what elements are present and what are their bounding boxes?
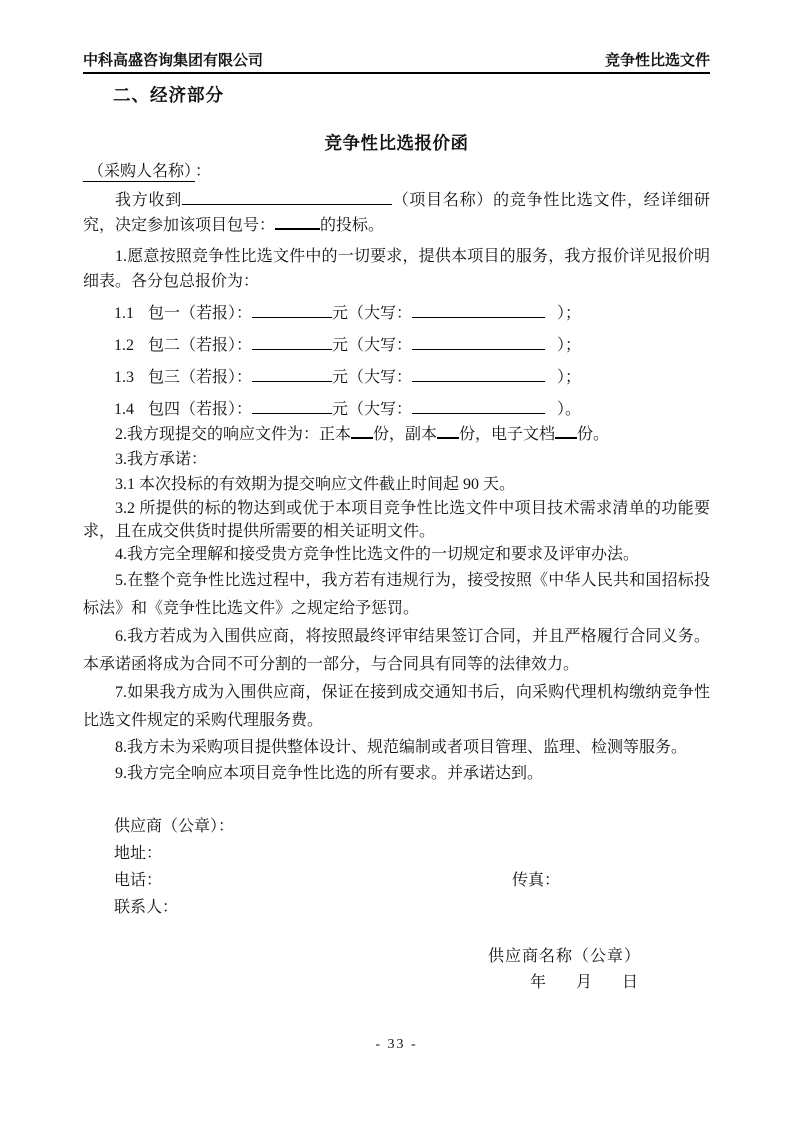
fax-label: 传真： [512,872,561,889]
package-row-label: 包一（若报）： [148,305,253,322]
package-price-row-1 [114,301,710,326]
project-name-blank [182,190,392,205]
price-words-blank [412,303,545,318]
contact-line: 联系人： [114,899,179,916]
package-row-label: 包二（若报）： [148,337,253,354]
item-3-2: 3.2 所提供的标的物达到或优于本项目竞争性比选文件中项目技术需求清单的功能要求，且在成交供货时提供所需要的相关证明文件。 [83,500,710,540]
item-2-mid1: 份，副本 [373,426,438,443]
package-row-label: 包四（若报）： [148,401,253,418]
supplier-name-seal-line: 供应商名称（公章） [488,948,642,965]
item-2 [83,422,710,447]
package-row-label: 包三（若报）： [148,369,253,386]
duplicate-copies-blank [437,424,459,439]
package-price-row-4 [114,397,710,422]
address-line: 地址： [114,845,163,862]
signature-block [83,813,710,921]
package-row-number: 1.3 [114,369,134,386]
intro-tail: 的投标。 [320,217,385,234]
price-words-blank [412,399,545,414]
package-number-blank [275,215,320,230]
package-row-mid: 元（大写： [332,305,413,322]
item-8: 8.我方未为采购项目提供整体设计、规范编制或者项目管理、监理、检测等服务。 [115,739,688,756]
supplier-seal-line: 供应商（公章）： [114,818,235,835]
item-2-mid2: 份，电子文档 [459,426,556,443]
phone-label: 电话： [114,872,163,889]
item-1: 1.愿意按照竞争性比选文件中的一切要求，提供本项目的服务，我方报价详见报价明细表。各分包总报价为： [83,248,710,290]
item-2-lead: 2.我方现提交的响应文件为：正本 [115,426,352,443]
item-5: 5.在整个竞争性比选过程中，我方若有违规行为，接受按照《中华人民共和国招标投标法》和《竞争性比选文件》之规定给予惩罚。 [83,572,710,617]
item-3-1: 3.1 本次投标的有效期为提交响应文件截止时间起 90 天。 [115,476,516,493]
letter-body [83,160,710,996]
section-heading: 二、经济部分 [113,85,224,105]
page-number: - 33 - [375,1037,418,1052]
package-row-number: 1.2 [114,337,134,354]
package-row-number: 1.4 [114,401,134,418]
price-words-blank [412,367,545,382]
header-doc-type: 竞争性比选文件 [604,52,710,69]
package-price-row-2 [114,333,710,358]
item-4: 4.我方完全理解和接受贵方竞争性比选文件的一切规定和要求及评审办法。 [115,546,640,563]
date-line [530,969,710,996]
date-day-label: 日 [622,974,639,991]
intro-lead: 我方收到 [115,192,182,209]
date-month-label: 月 [576,974,593,991]
addressee-colon: ： [195,163,212,180]
package-price-row-3 [114,365,710,390]
price-amount-blank [252,303,332,318]
package-row-mid: 元（大写： [332,369,413,386]
package-row-tail: ）； [557,305,582,322]
addressee-line [83,160,710,184]
package-row-tail: ）。 [557,401,582,418]
item-3: 3.我方承诺： [115,451,208,468]
price-amount-blank [252,399,332,414]
price-amount-blank [252,335,332,350]
package-row-mid: 元（大写： [332,337,413,354]
price-words-blank [412,335,545,350]
price-amount-blank [252,367,332,382]
item-9: 9.我方完全响应本项目竞争性比选的所有要求。并承诺达到。 [115,765,544,782]
letter-title: 竞争性比选报价函 [324,133,469,153]
original-copies-blank [351,424,373,439]
addressee-name-blank: （采购人名称） [83,163,195,182]
date-year-label: 年 [530,974,547,991]
header-company: 中科高盛咨询集团有限公司 [83,52,264,69]
item-2-tail: 份。 [577,426,610,443]
item-7: 7.如果我方成为入围供应商，保证在接到成交通知书后，向采购代理机构缴纳竞争性比选文件规定的采购代理服务费。 [83,684,710,729]
package-row-tail: ）； [557,337,582,354]
item-6: 6.我方若成为入围供应商，将按照最终评审结果签订合同，并且严格履行合同义务。本承诺函将成为合同不可分割的一部分，与合同具有同等的法律效力。 [83,628,710,673]
electronic-copies-blank [555,424,577,439]
package-row-number: 1.1 [114,305,134,322]
intro-middle: （项目名称）的竞争性比选文件，经详细研究，决定参加该项目包号： [83,192,710,234]
intro-paragraph [83,188,710,238]
phone-fax-line [114,867,710,894]
page-header [83,0,710,74]
package-row-tail: ）； [557,369,582,386]
package-row-mid: 元（大写： [332,401,413,418]
